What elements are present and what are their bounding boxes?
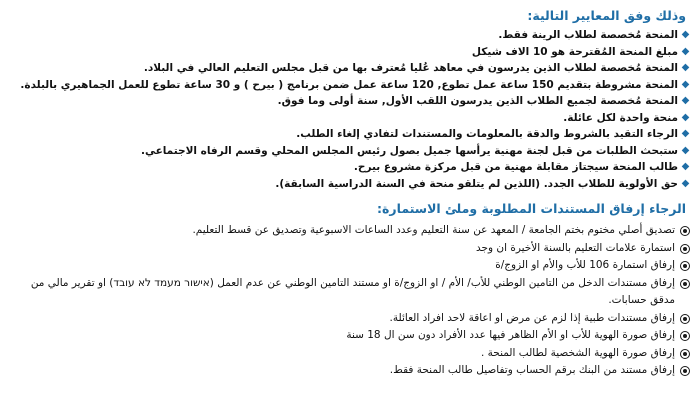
criteria-item-5: ◆ المنحة مُخصصة لجميع الطلاب الذين يدرسون اللقب الأول, سنة أولى وما فوق. xyxy=(18,93,690,110)
documents-item-3: إرفاق استمارة 106 للأب والأم او الزوج/ة xyxy=(18,257,690,275)
documents-heading: الرجاء إرفاق المستندات المطلوبة وملئ الاستمارة: xyxy=(377,201,686,216)
circle-bullet-icon xyxy=(680,366,690,376)
diamond-bullet-icon: ◆ xyxy=(681,128,690,139)
criteria-item-2: ◆ مبلغ المنحة المُقترحة هو 10 الاف شيكل xyxy=(18,44,690,61)
diamond-bullet-icon: ◆ xyxy=(681,144,690,156)
criteria-list xyxy=(18,27,690,192)
criteria-item-4: ◆ المنحة مشروطة بتقديم 150 ساعة عمل تطوع, 120 ساعة عمل ضمن برنامج ( بيرح ) و 30 ساعة تطوع للعمل الجماهيري بالبلدة. xyxy=(18,77,690,94)
documents-list xyxy=(18,222,690,380)
criteria-heading: وذلك وفق المعايير التالية: xyxy=(527,8,686,23)
diamond-bullet-icon: ◆ xyxy=(681,78,690,90)
documents-item-7: إرفاق صورة الهوية الشخصية لطالب المنحة . xyxy=(18,345,690,363)
diamond-bullet-icon: ◆ xyxy=(681,161,690,172)
documents-item-5: إرفاق مستندات طبية إذا لزم عن مرض او اعاقة لاحد افراد العائلة. xyxy=(18,310,690,328)
criteria-item-1: ◆ المنحة مُخصصة لطلاب الرينة فقط. xyxy=(18,27,690,44)
diamond-bullet-icon: ◆ xyxy=(681,29,690,40)
circle-bullet-icon xyxy=(680,349,690,359)
criteria-item-6: ◆ منحة واحدة لكل عائلة. xyxy=(18,110,690,127)
diamond-bullet-icon: ◆ xyxy=(681,111,690,123)
circle-bullet-icon xyxy=(680,261,690,271)
criteria-item-10: ◆ حق الأولوية للطلاب الجدد. (اللذين لم يتلقو منحة في السنة الدراسية السابقة). xyxy=(18,176,690,193)
circle-bullet-icon xyxy=(680,314,690,324)
documents-item-8: إرفاق مستند من البنك برقم الحساب وتفاصيل طالب المنحة فقط. xyxy=(18,362,690,380)
circle-bullet-icon xyxy=(680,244,690,254)
circle-bullet-icon xyxy=(680,279,690,289)
documents-item-2: استمارة علامات التعليم بالسنة الأخيرة ان وجد xyxy=(18,240,690,258)
documents-item-4: إرفاق مستندات الدخل من التامين الوطني للأب/ الأم / او الزوج/ة او مستند التامين الوطني عن عدم العمل (אישור מעמד לא עובד) او تقرير مالي من مدقق حسابات. xyxy=(18,275,690,310)
documents-item-6: إرفاق صورة الهوية للأب او الأم الظاهر فيها عدد الأفراد دون سن ال 18 سنة xyxy=(18,327,690,345)
criteria-item-8: ◆ ستبحث الطلبات من قبل لجنة مهنية يرأسها جميل بصول رئيس المجلس المحلي وقسم الرفاه الاجتماعي. xyxy=(18,143,690,160)
diamond-bullet-icon: ◆ xyxy=(681,95,690,106)
criteria-item-7: ◆ الرجاء التقيد بالشروط والدقة بالمعلومات والمستندات لتفادي إلغاء الطلب. xyxy=(18,126,690,143)
documents-item-1: تصديق أصلي مختوم بختم الجامعة / المعهد عن سنة التعليم وعدد الساعات الاسبوعية وتصديق عن قسط التعليم. xyxy=(18,222,690,240)
circle-bullet-icon xyxy=(680,331,690,341)
diamond-bullet-icon: ◆ xyxy=(681,62,690,73)
criteria-item-3: ◆ المنحة مُخصصة لطلاب الذين يدرسون في معاهد عُليا مُعترف بها من قبل مجلس التعليم العالي في البلاد. xyxy=(18,60,690,77)
circle-bullet-icon xyxy=(680,226,690,236)
diamond-bullet-icon: ◆ xyxy=(681,45,690,57)
criteria-item-9: ◆ طالب المنحة سيجتاز مقابلة مهنية من قبل مركزة مشروع بيرح. xyxy=(18,159,690,176)
diamond-bullet-icon: ◆ xyxy=(681,177,690,189)
